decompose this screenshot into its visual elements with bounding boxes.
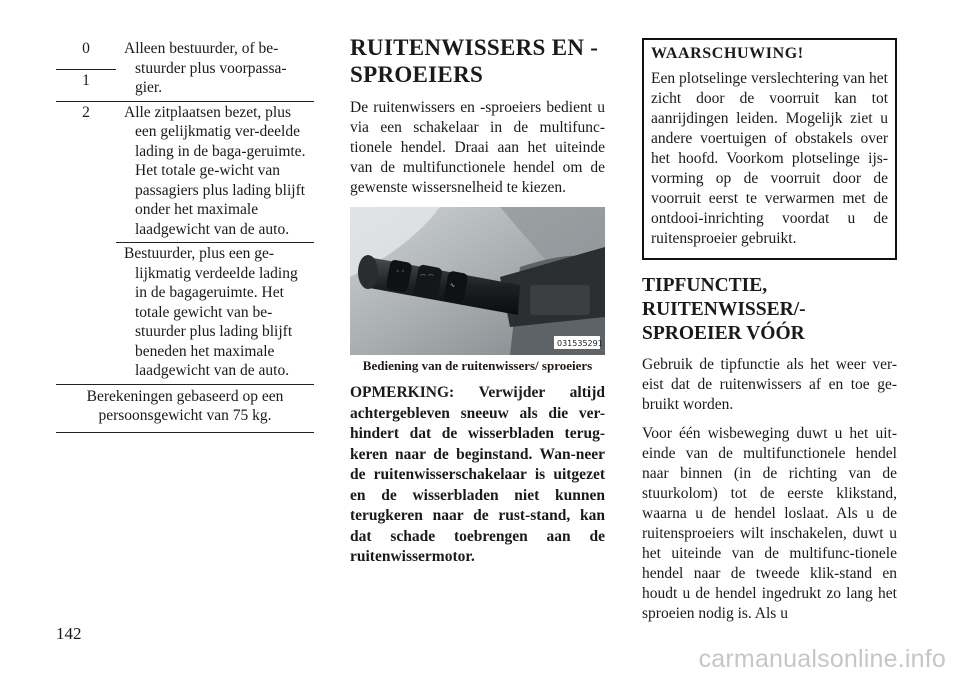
svg-text:∿: ∿: [450, 282, 456, 289]
photo-caption: Bediening van de ruitenwissers/ sproeiers: [362, 358, 593, 373]
table-row: [56, 101, 314, 243]
table-footnote-row: [56, 384, 314, 432]
tip-heading: TIPFUNCTIE, RUITENWISSER/-SPROEIER VÓÓR: [642, 275, 806, 344]
tip-paragraph-2: Voor één wisbeweging duwt u het uit-einde van de multifunctionele hendel naar binnen (in de richting van de stuurkolom) tot de eerste klikstand, waarna u de hendel loslaat. Als u de ruitensproeiers wilt inschakelen, duwt u het uiteinde van de multifunc-tionele hendel naar de tweede klik-stand en houdt u de hendel ingedrukt zo lang het sproeien nodig is. Als u: [642, 425, 897, 622]
tip-paragraph-1: Gebruik de tipfunctie als het weer ver-eist dat de ruitenwissers af en toe ge-bruikt worden.: [642, 356, 897, 413]
wiper-lever-photo: [350, 207, 605, 355]
wipers-note: OPMERKING: Verwijder altijd achtergebleven sneeuw als die ver-hindert dat de wisserbladen terug-keren naar de beginstand. Wan-neer de ruitenwisserschakelaar is uitgezet en de wisserbladen niet kunnen terugkeren naar de rust-stand, kan dat schade toebrengen aan de ruitenwissermotor.: [350, 384, 605, 565]
svg-text:◦ ◦: ◦ ◦: [396, 268, 405, 275]
load-condition-table: [56, 38, 314, 433]
wipers-heading: RUITENWISSERS EN -SPROEIERS: [350, 35, 599, 87]
warning-title: WAARSCHUWING!: [651, 45, 804, 62]
wipers-section: [350, 34, 605, 568]
row-number: 2: [56, 101, 116, 384]
row-number: 1: [56, 69, 116, 101]
row-description: Alleen bestuurder, of be-stuurder plus voorpassa-gier.: [116, 38, 314, 101]
warning-box: [642, 38, 897, 260]
right-column: [642, 38, 897, 633]
row-description: Alle zitplaatsen bezet, plus een gelijkmatig ver-deelde lading in de baga-geruimte. Het totale ge-wicht van passagiers plus lading blijft onder het maximale laadgewicht van de auto.: [116, 101, 314, 243]
site-watermark: carmanualsonline.info: [698, 645, 946, 673]
svg-text:⌒ ⌒: ⌒ ⌒: [420, 275, 434, 282]
warning-text: Een plotselinge verslechtering van het zicht door de voorruit kan tot aanrijdingen leiden. Mogelijk ziet u andere voertuigen of obstakels over het hoofd. Voorkom plotselinge ijs-vorming op de voorruit door de voorruit eerst te verwarmen met de ontdooi-inrichting voordat u de ruitensproeier gebruikt.: [651, 70, 888, 247]
image-code: 031535291: [557, 339, 603, 348]
table-row: [56, 38, 314, 69]
wipers-intro: De ruitenwissers en -sproeiers bedient u via een schakelaar in de multifunc-tionele hendel. Draai aan het uiteinde van de multifunctionele hendel om de gewenste wissersnelheid te kiezen.: [350, 99, 605, 196]
row-description: Bestuurder, plus een ge-lijkmatig verdeelde lading in de bagageruimte. Het totale gewicht van be-stuurder plus lading blijft beneden het maximale laadgewicht van de auto.: [116, 243, 314, 385]
row-number: 0: [56, 38, 116, 69]
page-number: 142: [56, 624, 82, 643]
table-footnote: Berekeningen gebaseerd op een persoonsgewicht van 75 kg.: [56, 384, 314, 432]
